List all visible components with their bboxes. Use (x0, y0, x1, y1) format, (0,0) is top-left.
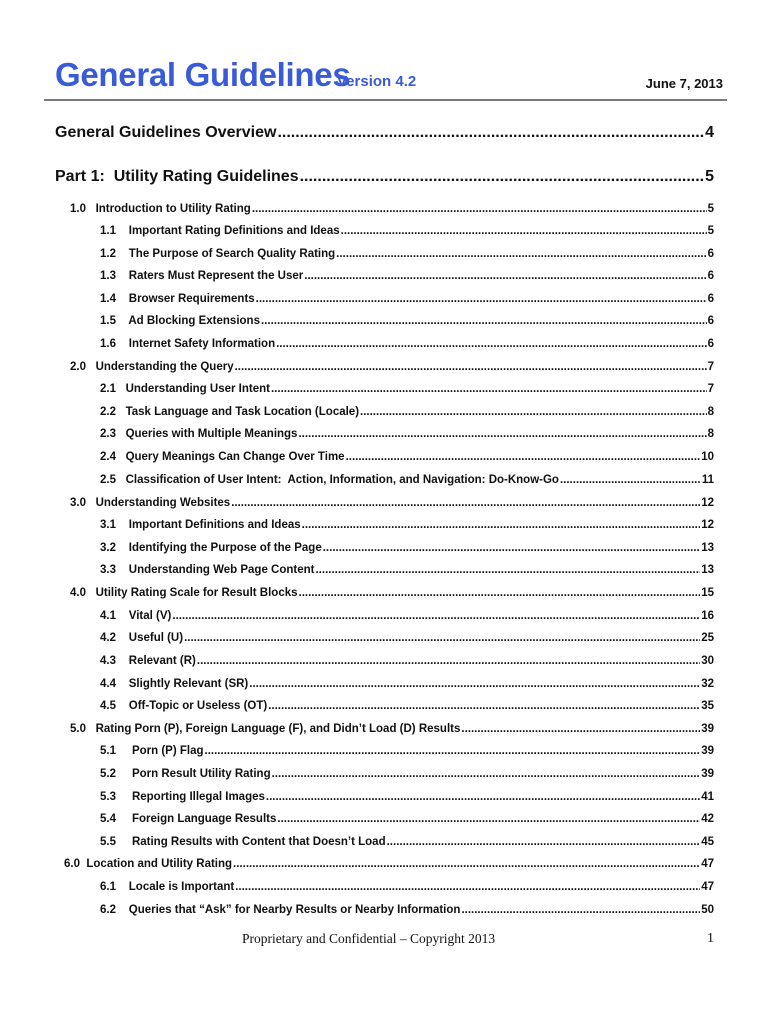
toc-entry-1-0[interactable]: 1.0 Introduction to Utility Rating ..... 5 (70, 203, 714, 215)
document-date: June 7, 2013 (645, 76, 723, 91)
toc-entry-1-4[interactable]: 1.4 Browser Requirements ..... 6 (100, 293, 714, 305)
toc-entry-5-5[interactable]: 5.5 Rating Results with Content that Doesn’t Load ..... 45 (100, 836, 714, 848)
document-version: Version 4.2 (337, 73, 417, 90)
header-divider (44, 99, 727, 101)
toc-entry-3-2[interactable]: 3.2 Identifying the Purpose of the Page ..... 13 (100, 542, 714, 554)
toc-entry-1-1[interactable]: 1.1 Important Rating Definitions and Ideas ..... 5 (100, 225, 714, 237)
toc-entry-2-5[interactable]: 2.5 Classification of User Intent: Action, Information, and Navigation: Do-Know-Go ..... 11 (100, 474, 714, 486)
toc-entry-2-4[interactable]: 2.4 Query Meanings Can Change Over Time ..... 10 (100, 451, 714, 463)
toc-entry-1-3[interactable]: 1.3 Raters Must Represent the User ..... 6 (100, 270, 714, 282)
toc-entry-overview[interactable]: General Guidelines Overview ..... 4 (55, 124, 714, 142)
footer-page-number: 1 (707, 931, 714, 946)
toc-entry-1-6[interactable]: 1.6 Internet Safety Information ..... 6 (100, 338, 714, 350)
toc-entry-4-0[interactable]: 4.0 Utility Rating Scale for Result Blocks ..... 15 (70, 587, 714, 599)
toc-entry-part-1[interactable]: Part 1: Utility Rating Guidelines ..... 5 (55, 168, 714, 186)
toc-entry-4-5[interactable]: 4.5 Off-Topic or Useless (OT) ..... 35 (100, 700, 714, 712)
toc-entry-2-0[interactable]: 2.0 Understanding the Query ..... 7 (70, 361, 714, 373)
toc-entry-3-3[interactable]: 3.3 Understanding Web Page Content ..... 13 (100, 564, 714, 576)
toc-entry-4-2[interactable]: 4.2 Useful (U) ..... 25 (100, 632, 714, 644)
toc-entry-4-1[interactable]: 4.1 Vital (V) ..... 16 (100, 610, 714, 622)
toc-entry-1-2[interactable]: 1.2 The Purpose of Search Quality Rating ..... 6 (100, 248, 714, 260)
toc-entry-5-3[interactable]: 5.3 Reporting Illegal Images ..... 41 (100, 791, 714, 803)
toc-entry-3-0[interactable]: 3.0 Understanding Websites ..... 12 (70, 497, 714, 509)
document-title: General Guidelines (55, 56, 351, 93)
toc-entry-4-3[interactable]: 4.3 Relevant (R) ..... 30 (100, 655, 714, 667)
toc-entry-5-2[interactable]: 5.2 Porn Result Utility Rating ..... 39 (100, 768, 714, 780)
toc-entry-6-1[interactable]: 6.1 Locale is Important ..... 47 (100, 881, 714, 893)
toc-entry-5-4[interactable]: 5.4 Foreign Language Results ..... 42 (100, 813, 714, 825)
toc-entry-2-2[interactable]: 2.2 Task Language and Task Location (Locale) ..... 8 (100, 406, 714, 418)
toc-entry-1-5[interactable]: 1.5 Ad Blocking Extensions ..... 6 (100, 315, 714, 327)
toc-entry-3-1[interactable]: 3.1 Important Definitions and Ideas ..... 12 (100, 519, 714, 531)
toc-entry-4-4[interactable]: 4.4 Slightly Relevant (SR) ..... 32 (100, 678, 714, 690)
toc-entry-5-0[interactable]: 5.0 Rating Porn (P), Foreign Language (F), and Didn’t Load (D) Results ..... 39 (70, 723, 714, 735)
toc-entry-5-1[interactable]: 5.1 Porn (P) Flag ..... 39 (100, 745, 714, 757)
toc-entry-6-2[interactable]: 6.2 Queries that “Ask” for Nearby Results or Nearby Information ..... 50 (100, 904, 714, 916)
document-header (55, 56, 727, 98)
toc-entry-6-0[interactable]: 6.0 Location and Utility Rating ..... 47 (64, 858, 714, 870)
toc-entry-2-1[interactable]: 2.1 Understanding User Intent ..... 7 (100, 383, 714, 395)
footer-confidentiality-notice: Proprietary and Confidential – Copyright 2013 (242, 931, 496, 946)
toc-entry-2-3[interactable]: 2.3 Queries with Multiple Meanings ..... 8 (100, 428, 714, 440)
